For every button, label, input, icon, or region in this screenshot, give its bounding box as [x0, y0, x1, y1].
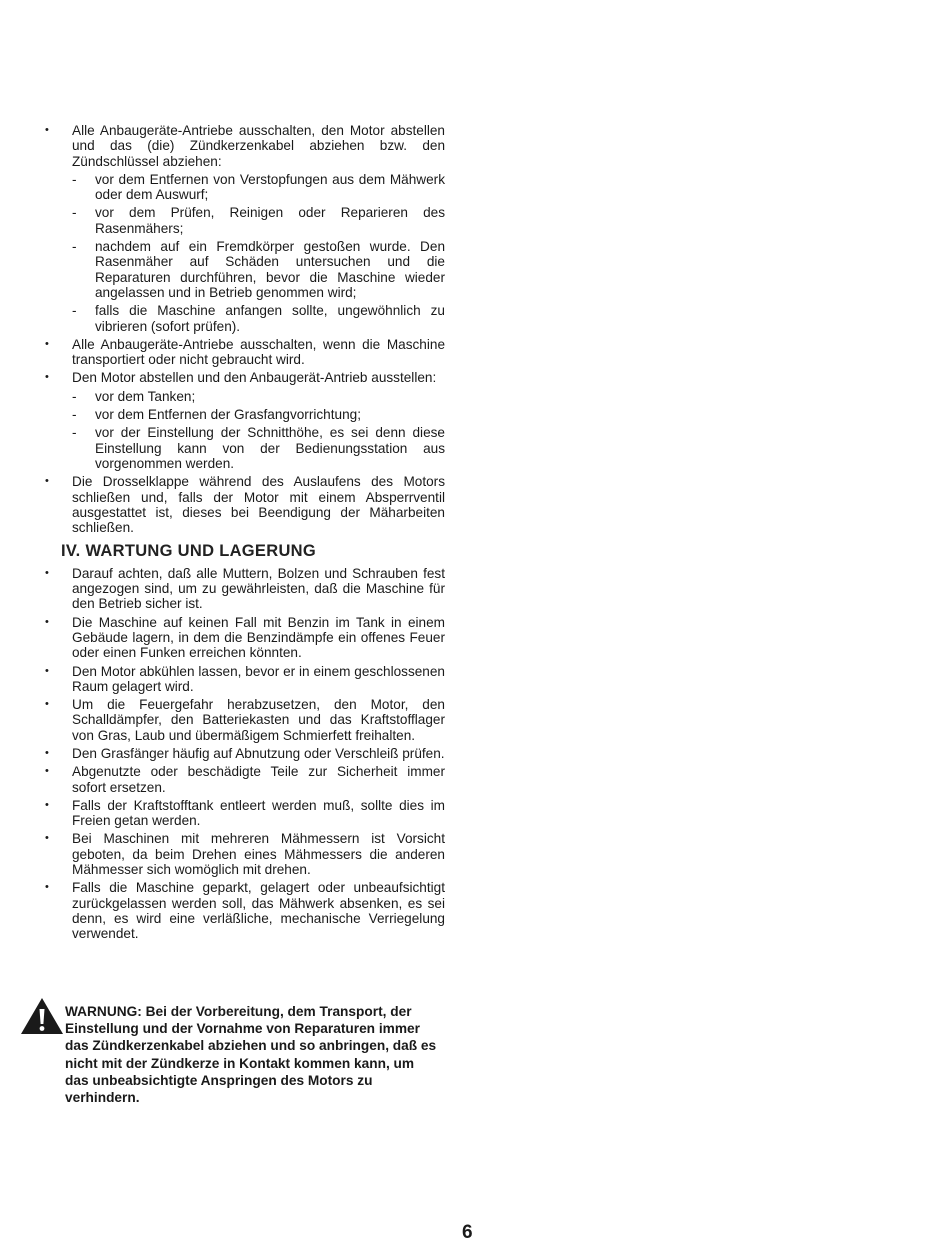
page-number: 6	[462, 1222, 473, 1243]
sub-item: - vor dem Tanken;	[45, 389, 445, 404]
text-column	[45, 123, 445, 945]
bullet-item: • Falls der Kraftstofftank entleert werden muß, sollte dies im Freien getan werden.	[45, 798, 445, 829]
bullet-item: • Alle Anbaugeräte-Antriebe ausschalten, den Motor abstellen und das (die) Zündkerzenkabel abziehen bzw. den Zündschlüssel abziehen:	[45, 123, 445, 169]
sub-item: - vor der Einstellung der Schnitthöhe, es sei denn diese Einstellung kann von der Bedienungsstation aus vorgenommen werden.	[45, 425, 445, 471]
sub-item: - falls die Maschine anfangen sollte, ungewöhnlich zu vibrieren (sofort prüfen).	[45, 303, 445, 334]
bullet-item: • Falls die Maschine geparkt, gelagert oder unbeaufsichtigt zurückgelassen werden soll, das Mähwerk absenken, es sei denn, es wird eine verläßliche, mechanische Verriegelung verwendet.	[45, 880, 445, 941]
bullet-item: • Abgenutzte oder beschädigte Teile zur Sicherheit immer sofort ersetzen.	[45, 764, 445, 795]
sub-item: - vor dem Entfernen der Grasfangvorrichtung;	[45, 407, 445, 422]
bullet-item: • Den Motor abkühlen lassen, bevor er in einem geschlossenen Raum gelagert wird.	[45, 664, 445, 695]
sub-item: - vor dem Prüfen, Reinigen oder Reparieren des Rasenmähers;	[45, 205, 445, 236]
bullet-item: • Die Maschine auf keinen Fall mit Benzin im Tank in einem Gebäude lagern, in dem die Benzindämpfe ein offenes Feuer oder einen Funken erreichen könnten.	[45, 615, 445, 661]
bullet-item: • Den Motor abstellen und den Anbaugerät-Antrieb ausstellen:	[45, 370, 445, 385]
bullet-item: • Um die Feuergefahr herabzusetzen, den Motor, den Schalldämpfer, den Batteriekasten und das Kraftstofflager von Gras, Laub und übermäßigem Schmierfett freihalten.	[45, 697, 445, 743]
bullet-item: • Den Grasfänger häufig auf Abnutzung oder Verschleiß prüfen.	[45, 746, 445, 761]
sub-item: - nachdem auf ein Fremdkörper gestoßen wurde. Den Rasenmäher auf Schäden untersuchen und die Reparaturen durchführen, bevor die Maschine wieder angelassen und in Betrieb genommen wird;	[45, 239, 445, 300]
warning-triangle-icon	[20, 997, 64, 1035]
bullet-item: • Darauf achten, daß alle Muttern, Bolzen und Schrauben fest angezogen sind, um zu gewährleisten, daß die Maschine für den Betrieb sicher ist.	[45, 566, 445, 612]
section-heading: IV. WARTUNG UND LAGERUNG	[61, 542, 317, 561]
sub-item: - vor dem Entfernen von Verstopfungen aus dem Mähwerk oder dem Auswurf;	[45, 172, 445, 203]
maintenance-list	[45, 566, 445, 942]
bullet-item: • Alle Anbaugeräte-Antriebe ausschalten, wenn die Maschine transportiert oder nicht gebraucht wird.	[45, 337, 445, 368]
bullet-item: • Bei Maschinen mit mehreren Mähmessern ist Vorsicht geboten, da beim Drehen eines Mähmessers die anderen Mähmesser sich womöglich mit drehen.	[45, 831, 445, 877]
warning-text: WARNUNG: Bei der Vorbereitung, dem Transport, der Einstellung und der Vornahme von Reparaturen immer das Zündkerzenkabel abziehen und so anbringen, daß es nicht mit der Zündkerze in Kontakt kommen kann, um das unbeabsichtigte Anspringen des Motors zu verhindern.	[65, 1004, 437, 1106]
intro-list	[45, 123, 445, 535]
bullet-item: • Die Drosselklappe während des Auslaufens des Motors schließen und, falls der Motor mit einem Absperrventil ausgestattet ist, dieses bei Beendigung der Mäharbeiten schließen.	[45, 474, 445, 535]
